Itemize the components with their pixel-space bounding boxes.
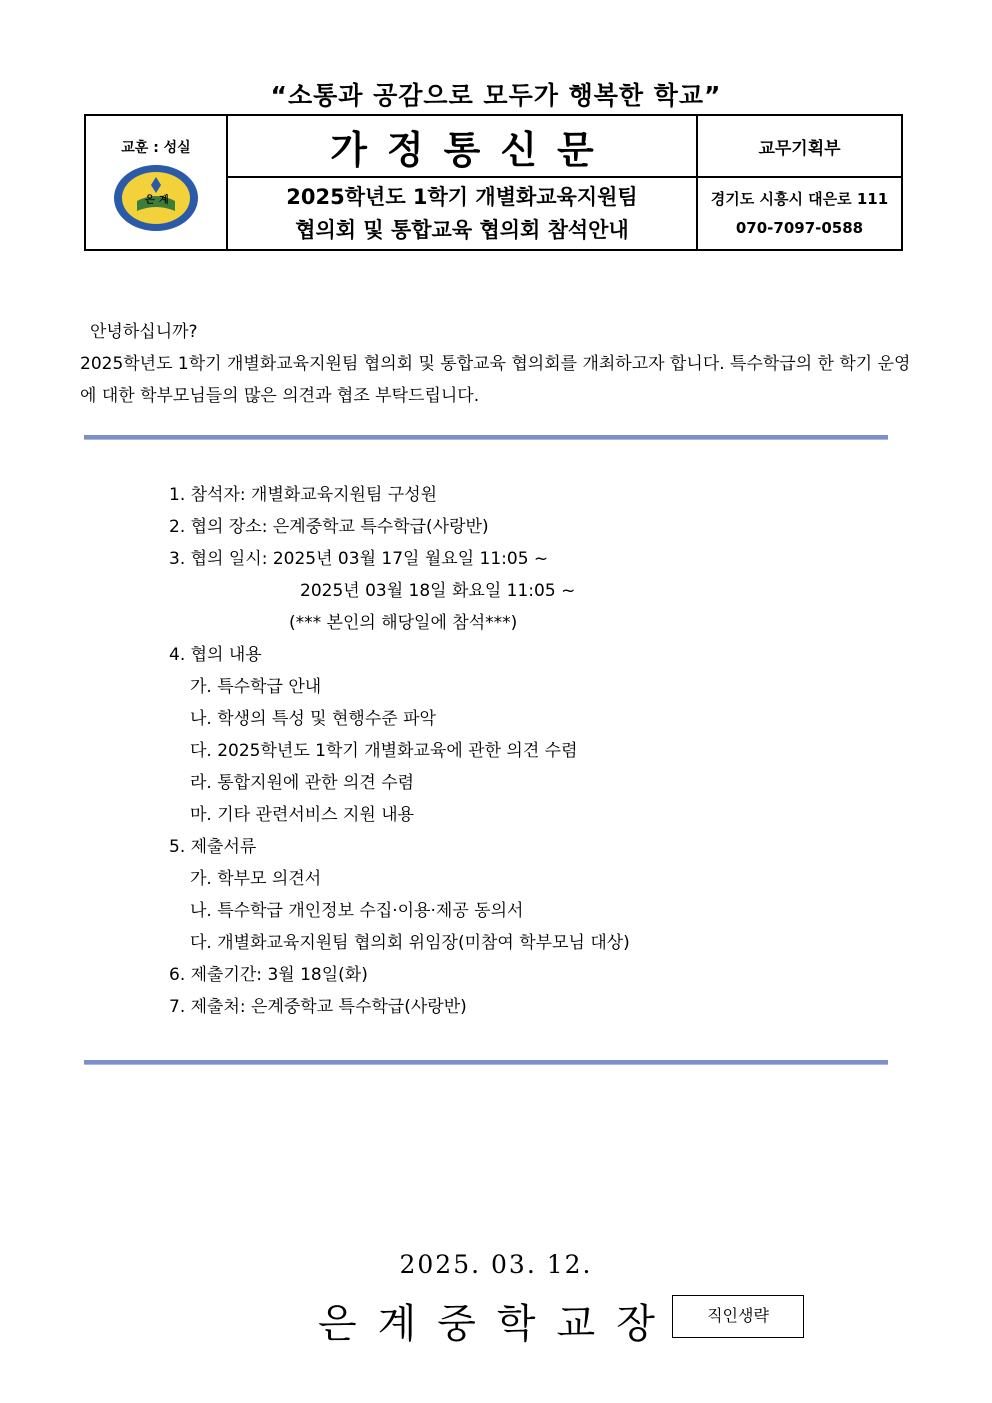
item-agenda: 4. 협의 내용 bbox=[169, 645, 262, 665]
agenda-item: 라. 통합지원에 관한 의견 수렴 bbox=[190, 773, 415, 793]
department: 교무기획부 bbox=[758, 138, 841, 159]
divider-top bbox=[84, 435, 888, 440]
document-item: 나. 특수학급 개인정보 수집·이용·제공 동의서 bbox=[190, 901, 524, 921]
greeting bbox=[80, 316, 922, 412]
motto-label: 교훈 : 성실 bbox=[121, 139, 191, 156]
department-cell bbox=[697, 115, 902, 177]
document-item: 가. 학부모 의견서 bbox=[190, 869, 322, 889]
agenda-item: 가. 특수학급 안내 bbox=[190, 677, 322, 697]
item-documents: 5. 제출서류 bbox=[169, 837, 257, 857]
divider-bottom bbox=[84, 1060, 888, 1065]
seal-omitted-box: 직인생략 bbox=[672, 1295, 804, 1338]
school-emblem-icon bbox=[113, 163, 199, 233]
item-attendees: 1. 참석자: 개별화교육지원팀 구성원 bbox=[169, 485, 438, 505]
item-datetime-note: (*** 본인의 해당일에 참석***) bbox=[289, 613, 518, 633]
subtitle-cell bbox=[227, 177, 697, 250]
school-address: 경기도 시흥시 대은로 111 bbox=[710, 189, 889, 208]
motto-logo-cell bbox=[85, 115, 227, 250]
agenda-item: 다. 2025학년도 1학기 개별화교육에 관한 의견 수렴 bbox=[190, 741, 578, 761]
greeting-body: 2025학년도 1학기 개별화교육지원팀 협의회 및 통합교육 협의회를 개최하고자 합니다. 특수학급의 한 학기 운영에 대한 학부모님들의 많은 의견과 협조 부탁드립니다. bbox=[80, 354, 911, 406]
item-submit-to: 7. 제출처: 은계중학교 특수학급(사랑반) bbox=[169, 997, 467, 1017]
contact-cell bbox=[697, 177, 902, 250]
principal-signature: 은계중학교장 bbox=[318, 1301, 676, 1347]
document-title: 가정통신문 bbox=[330, 127, 614, 172]
agenda-item: 나. 학생의 특성 및 현행수준 파악 bbox=[190, 709, 436, 729]
issue-date: 2025. 03. 12. bbox=[399, 1250, 593, 1279]
header-table bbox=[84, 114, 903, 251]
item-datetime: 3. 협의 일시: 2025년 03월 17일 월요일 11:05 ~ bbox=[169, 549, 549, 569]
agenda-item: 마. 기타 관련서비스 지원 내용 bbox=[190, 805, 415, 825]
emblem-text-right: 계 bbox=[159, 194, 169, 206]
title-cell bbox=[227, 115, 697, 177]
item-place: 2. 협의 장소: 은계중학교 특수학급(사랑반) bbox=[169, 517, 489, 537]
school-phone: 070-7097-0588 bbox=[735, 218, 864, 237]
greeting-salutation: 안녕하십니까? bbox=[90, 322, 198, 342]
subtitle-line-1: 2025학년도 1학기 개별화교육지원팀 bbox=[286, 184, 638, 209]
emblem-text-left: 은 bbox=[145, 194, 155, 206]
school-motto: “소통과 공감으로 모두가 행복한 학교” bbox=[270, 81, 722, 110]
subtitle-line-2: 협의회 및 통합교육 협의회 참석안내 bbox=[295, 217, 629, 242]
item-deadline: 6. 제출기간: 3월 18일(화) bbox=[169, 965, 368, 985]
item-datetime-cont: 2025년 03월 18일 화요일 11:05 ~ bbox=[300, 581, 576, 601]
notice-items bbox=[169, 479, 889, 1023]
document-item: 다. 개별화교육지원팀 협의회 위임장(미참여 학부모님 대상) bbox=[190, 933, 630, 953]
